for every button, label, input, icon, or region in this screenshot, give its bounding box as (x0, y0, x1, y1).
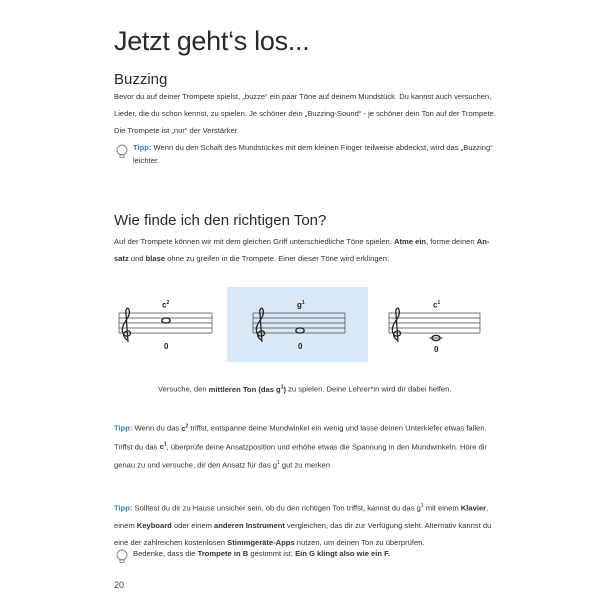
tip-ansatz: Tipp: Wenn du das $c^2$ triffst, entspanne deine Mundwinkel ein wenig und lasse deinen Unterkiefer etwas fallen. Triffst du das $c^1$, überprüfe deine Ansatzposition und erhöhe etwas die Spannung in den Mundwinkeln. Höre dir genau zu und versuche, dir den Ansatz für das $g^1$ gut zu merken. (114, 423, 488, 470)
page-number: 20 (114, 580, 125, 590)
fingering-c1: 0 (434, 345, 439, 354)
fingering-c2: 0 (164, 342, 169, 351)
tip-buzzing: Tipp: Wenn du den Schaft des Mundstückes mit dem kleinen Finger teilweise abdeckst, wird das „Buzzing“ leichter. (133, 143, 493, 165)
note-label-g1: $g^1$ (297, 300, 305, 310)
tip-trompete-in-b: Bedenke, dass die Trompete in B gestimmt ist. Ein G klingt also wie ein F. (133, 549, 391, 558)
note-label-c1: $c^1$ (433, 300, 441, 310)
tip-zu-hause: Tipp: Solltest du dir zu Hause unsicher sein, ob du den richtigen Ton triffst, kannst du das $g^1$ mit einem Klavier, einem Keyboard oder einem anderen Instrument vergleichen, das dir zur Verfügung steht. Alternativ kannst du eine der zahlreichen kostenlosen Stimmgeräte-Apps nutzen, um deinen Ton zu überprüfen. (114, 503, 492, 547)
staff-caption: Versuche, den mittleren Ton (das $g^1$) zu spielen. Deine Lehrer*in wird dir dabei helfen. (158, 384, 452, 394)
section-heading-ton: Wie finde ich den richtigen Ton? (114, 212, 327, 229)
buzzing-paragraph: Bevor du auf deiner Trompete spielst, „buzze“ ein paar Töne auf deinem Mundstück. Du kannst auch versuchen, Lieder, die du schon kennst, zu spielen. Je schöner dein „Buzzing-Sound“ - je schöner dein Ton auf der Trompete. Die Trompete ist „nur“ der Verstärker. (114, 92, 496, 135)
fingering-g1: 0 (298, 342, 303, 351)
lightbulb-icon-2 (115, 549, 129, 565)
page-title: Jetzt geht‘s los... (114, 26, 310, 56)
note-label-c2: $c^2$ (162, 300, 170, 310)
section-heading-buzzing: Buzzing (114, 71, 168, 88)
ton-paragraph: Auf der Trompete können wir mit dem gleichen Griff unterschiedliche Töne spielen. Atme ein, forme deinen An- satz und blase ohne zu greifen in die Trompete. Einer dieser Töne wird erklingen: (114, 237, 490, 263)
